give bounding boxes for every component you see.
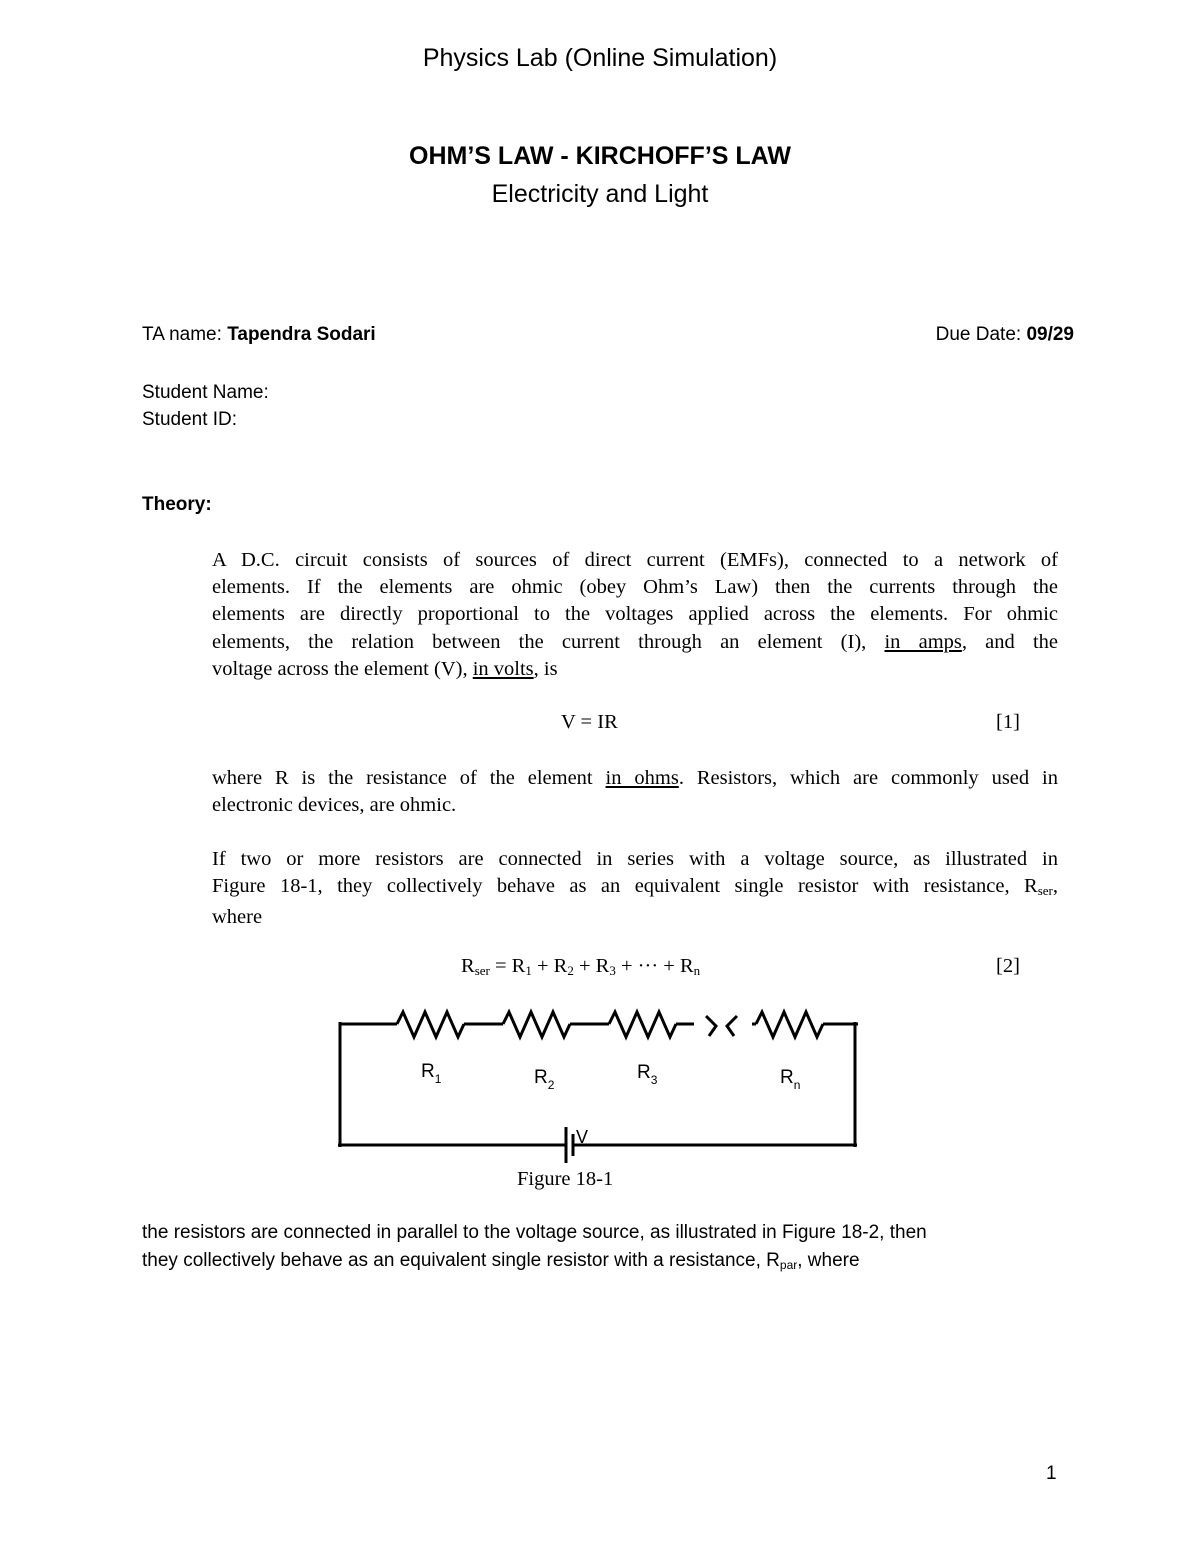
text-run: , and the (961, 630, 1059, 653)
paragraph-line (212, 629, 1058, 656)
text-run: Figure 18-1, they collectively behave as an equivalent single resistor with resistance, R (212, 875, 1038, 898)
theory-paragraph-2 (212, 765, 1058, 819)
paragraph-line: If two or more resistors are connected in series with a voltage source, as illustrated in (212, 848, 1058, 870)
paragraph-line (212, 873, 1058, 904)
underlined-text: in amps (884, 630, 962, 653)
subscript: 2 (567, 963, 574, 978)
resistor-r1 (397, 1012, 464, 1037)
label-r2: $R_2$ (534, 1067, 555, 1092)
page-number: 1 (1046, 1463, 1057, 1484)
equation-1-number: [1] (996, 711, 1020, 733)
text-run: , where (797, 1250, 860, 1271)
document-title: OHM’S LAW - KIRCHOFF’S LAW (409, 142, 791, 170)
ta-name (142, 324, 376, 346)
series-circuit-diagram (330, 1000, 870, 1170)
theory-paragraph-1 (212, 547, 1058, 683)
break-mark (727, 1016, 737, 1036)
student-name-label: Student Name: (142, 382, 269, 403)
paragraph-line (212, 765, 1058, 792)
student-id-label: Student ID: (142, 409, 238, 430)
ta-name-value: Tapendra Sodari (227, 324, 376, 345)
subscript: 1 (525, 963, 532, 978)
label-rn: $R_n$ (780, 1067, 801, 1092)
paragraph-line (142, 1247, 1062, 1279)
label-r3: $R_3$ (637, 1062, 658, 1087)
text-run: , (1052, 875, 1058, 898)
text-run: they collectively behave as an equivalent single resistor with a resistance, R (142, 1250, 780, 1271)
document-subtitle: Electricity and Light (491, 180, 709, 208)
text-run: = R (489, 955, 526, 977)
paragraph-line: A D.C. circuit consists of sources of direct current (EMFs), connected to a network of (212, 549, 1058, 571)
label-voltage: V (576, 1127, 589, 1147)
resistor-rn (756, 1012, 823, 1037)
text-run: + ··· + R (615, 955, 694, 977)
underlined-text: in ohms (605, 767, 679, 789)
label-r1: $R_1$ (421, 1061, 442, 1086)
figure-caption: Figure 18-1 (517, 1168, 614, 1190)
text-run: elements, the relation between the current through an element (I), (212, 630, 885, 653)
due-date-value: 09/29 (1026, 324, 1074, 345)
text-run: where R is the resistance of the element (212, 767, 606, 789)
text-run: + R (531, 955, 568, 977)
bottom-paragraph (142, 1219, 1062, 1279)
paragraph-line: elements are directly proportional to the voltages applied across the elements. For ohmic (212, 603, 1058, 626)
subscript: par (779, 1258, 798, 1272)
due-date-label: Due Date: (935, 324, 1027, 345)
text-run: . Resistors, which are commonly used in (678, 767, 1058, 789)
equation-2-number: [2] (996, 955, 1020, 977)
ta-name-label: TA name: (142, 324, 228, 345)
resistor-r2 (503, 1012, 570, 1037)
resistor-r3 (609, 1012, 676, 1037)
break-mark (706, 1016, 716, 1036)
due-date (936, 324, 1074, 346)
subscript: ser (1037, 883, 1053, 899)
theory-heading: Theory: (142, 494, 212, 515)
page-header: Physics Lab (Online Simulation) (422, 44, 778, 72)
equation-1: V = IR (561, 711, 618, 733)
paragraph-line: the resistors are connected in parallel to the voltage source, as illustrated in Figure 18-2, then (142, 1222, 927, 1243)
paragraph-line: elements. If the elements are ohmic (obey Ohm’s Law) then the currents through the (212, 576, 1058, 599)
paragraph-line: electronic devices, are ohmic. (212, 794, 457, 817)
underlined-text: in volts (472, 657, 534, 680)
text-run: R (461, 955, 475, 977)
text-run: , is (533, 657, 558, 680)
paragraph-line: where (212, 906, 263, 929)
theory-paragraph-3 (212, 846, 1058, 932)
subscript: 3 (609, 963, 616, 978)
subscript: n (693, 963, 701, 978)
text-run: voltage across the element (V), (212, 657, 473, 680)
text-run: + R (573, 955, 610, 977)
subscript: ser (474, 963, 490, 978)
paragraph-line (212, 656, 1058, 683)
equation-2 (461, 955, 700, 979)
